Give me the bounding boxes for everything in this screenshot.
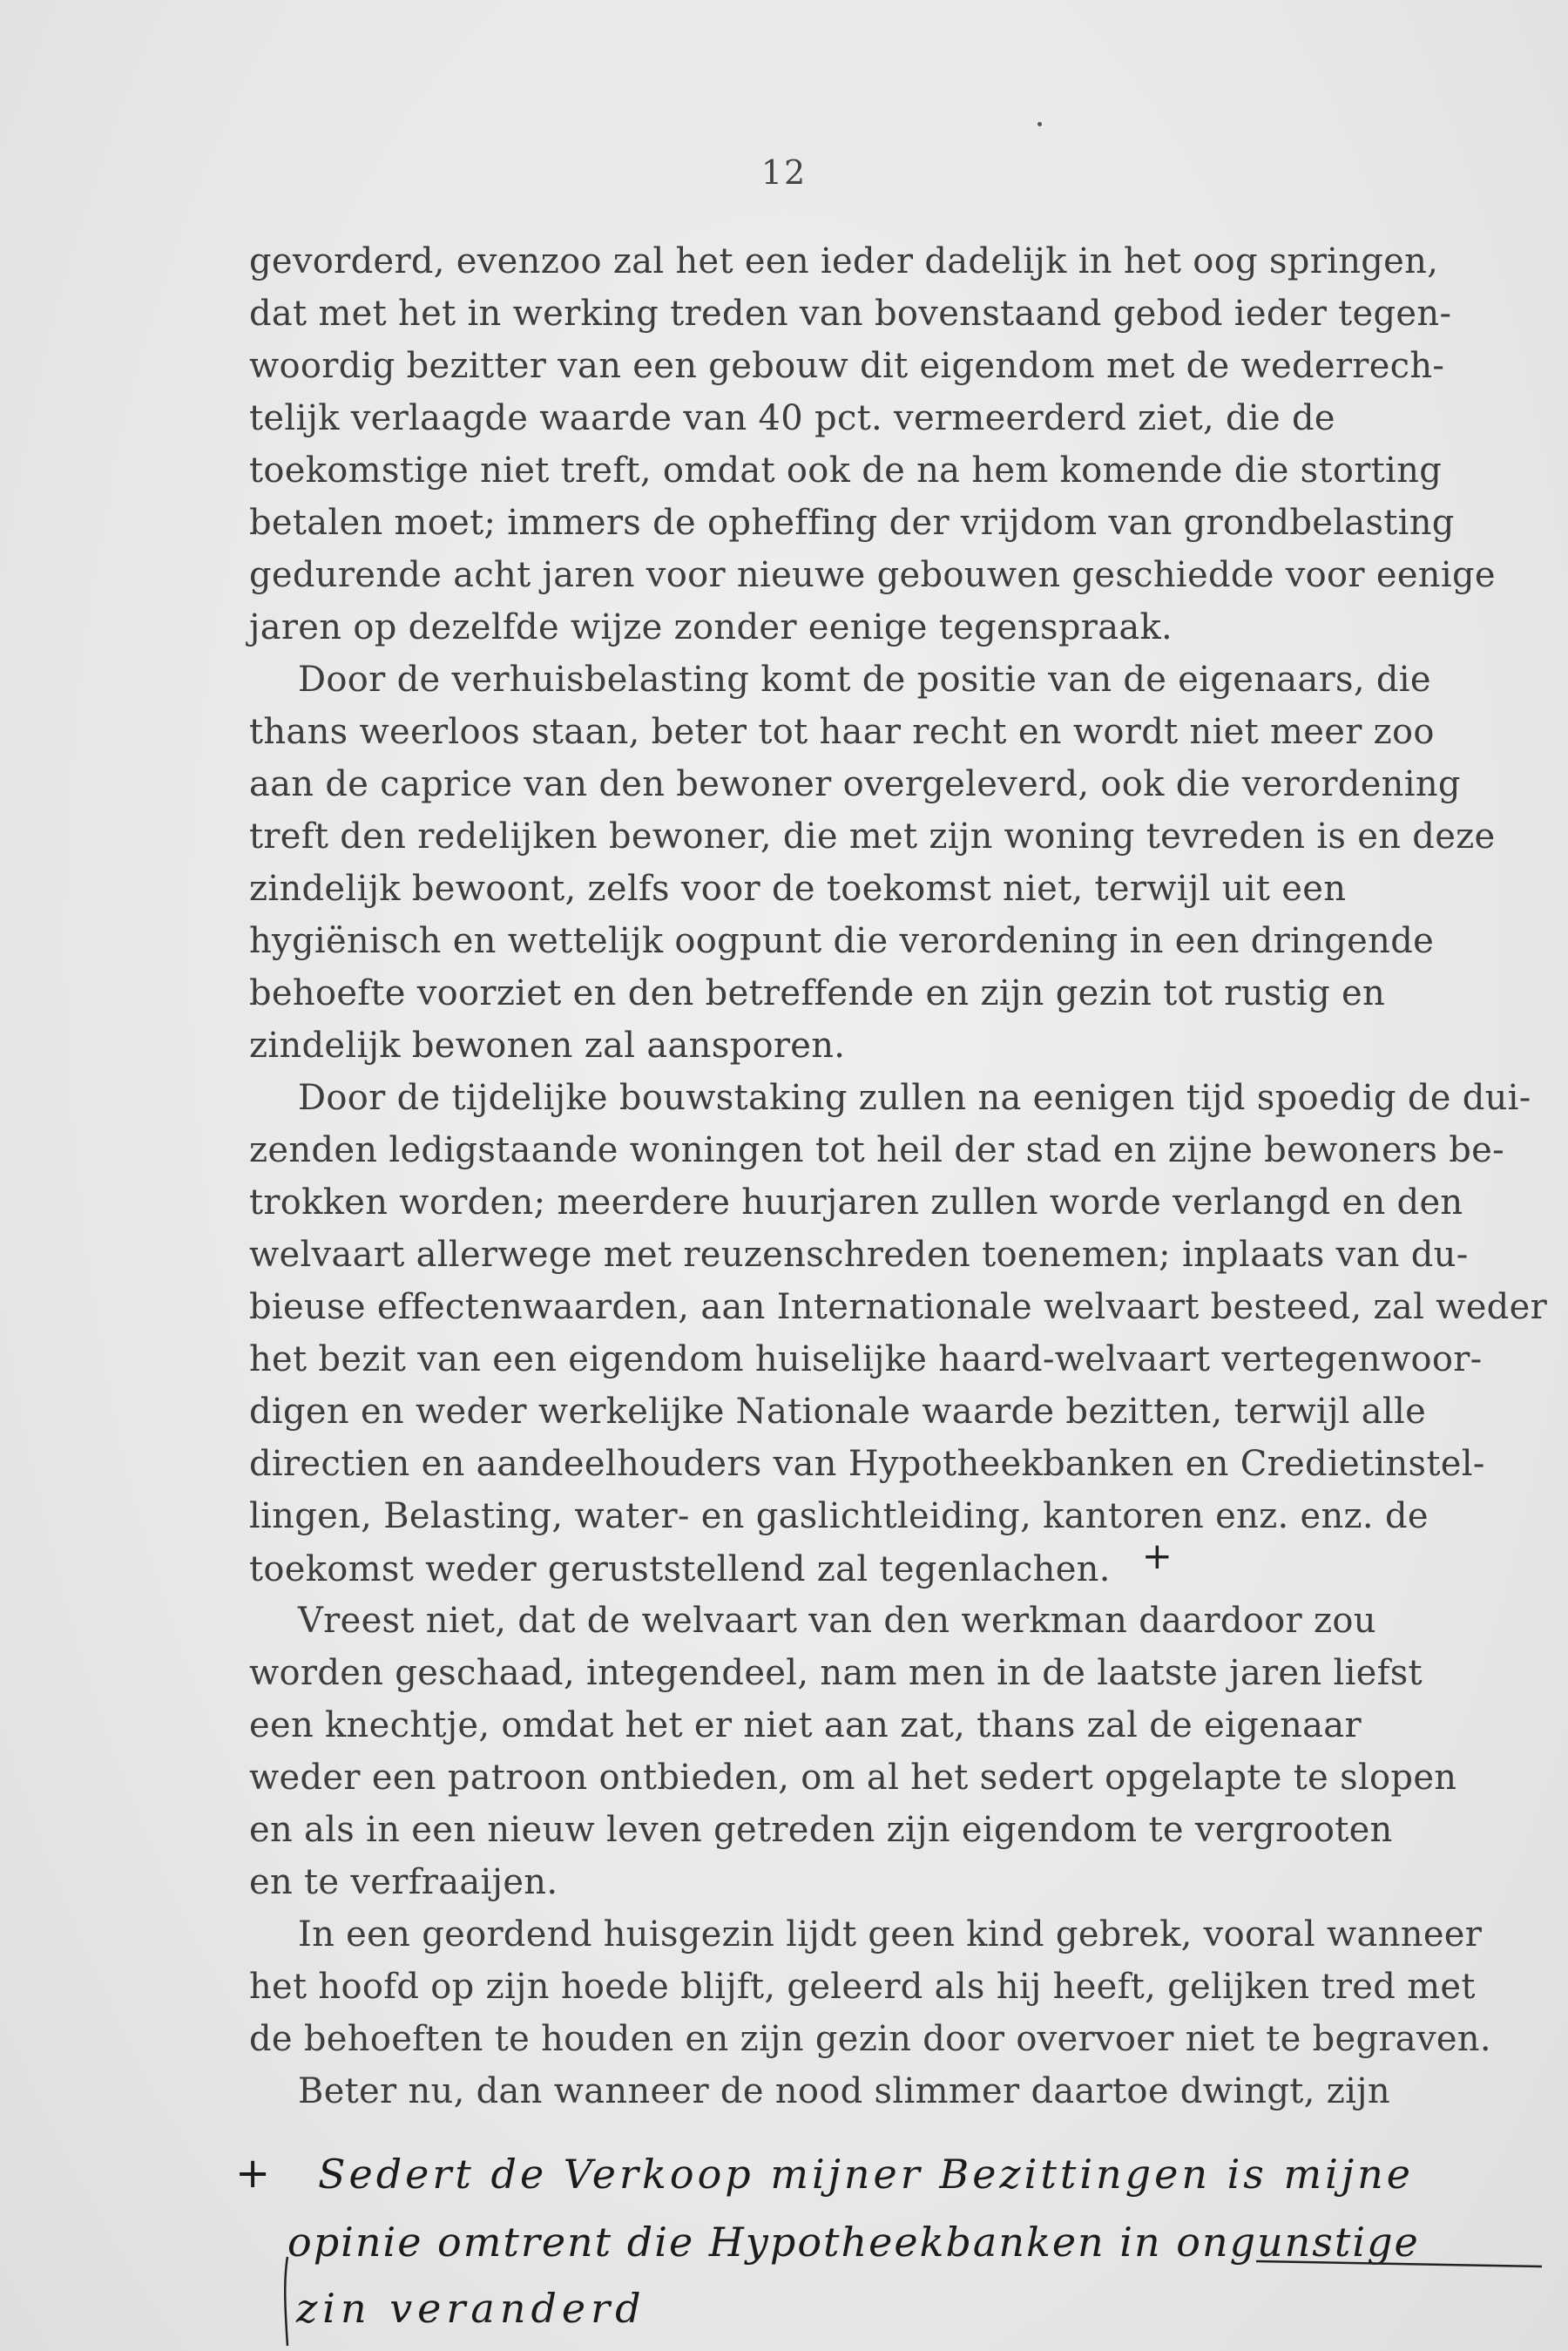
text-line: thans weerloos staan, beter tot haar recht en wordt niet meer zoo [249,712,1435,752]
text-line: jaren op dezelfde wijze zonder eenige tegenspraak. [249,607,1173,647]
text-line: betalen moet; immers de opheffing der vrijdom van grondbelasting [249,503,1455,543]
margin-cross-mark: + [1141,1535,1173,1577]
handwritten-annotation [235,2149,1551,2348]
text-line: een knechtje, omdat het er niet aan zat, thans zal de eigenaar [249,1705,1362,1745]
text-line: In een geordend huisgezin lijdt geen kind gebrek, vooral wanneer [298,1914,1483,1955]
text-line: zindelijk bewonen zal aansporen. [249,1026,846,1066]
text-line: treft den redelijken bewoner, die met zijn woning tevreden is en deze [249,816,1496,857]
handwritten-line-2: opinie omtrent die Hypotheekbanken in ongunstige [287,2219,1420,2266]
text-line: zindelijk bewoont, zelfs voor de toekomst niet, terwijl uit een [249,869,1347,909]
text-line: hygiënisch en wettelijk oogpunt die verordening in een dringende [249,921,1435,961]
text-line: woordig bezitter van een gebouw dit eigendom met de wederrech- [249,346,1445,386]
text-line: bieuse effectenwaarden, aan Internationale welvaart besteed, zal weder [249,1287,1547,1327]
page-number: 12 [760,153,808,192]
text-line: de behoeften te houden en zijn gezin door overvoer niet te begraven. [249,2019,1491,2059]
handwritten-line-1: Sedert de Verkoop mijner Bezittingen is mijne [318,2151,1414,2198]
text-line: toekomst weder geruststellend zal tegenlachen. + [249,1542,1416,1595]
body-text [249,235,1547,2117]
text-line: Door de verhuisbelasting komt de positie van de eigenaars, die [298,660,1431,700]
text-line: dat met het in werking treden van bovenstaand gebod ieder tegen- [249,294,1452,334]
text-line: toekomstige niet treft, omdat ook de na hem komende die storting [249,451,1443,491]
text-line: Door de tijdelijke bouwstaking zullen na eenigen tijd spoedig de dui- [298,1078,1531,1118]
text-line: aan de caprice van den bewoner overgeleverd, ook die verordening [249,764,1461,804]
text-line: gevorderd, evenzoo zal het een ieder dadelijk in het oog springen, [249,241,1439,281]
text-line: lingen, Belasting, water- en gaslichtleiding, kantoren enz. enz. de [249,1496,1429,1536]
handwritten-mark: + [235,2149,271,2198]
text-line: trokken worden; meerdere huurjaren zullen worde verlangd en den [249,1182,1463,1223]
text-line: welvaart allerwege met reuzenschreden toenemen; inplaats van du- [249,1235,1469,1275]
text-line: en te verfraaijen. [249,1862,558,1902]
text-line: telijk verlaagde waarde van 40 pct. vermeerderd ziet, die de [249,398,1335,438]
text-line: behoefte voorziet en den betreffende en zijn gezin tot rustig en [249,973,1386,1013]
handwritten-line-3: zin veranderd [296,2285,646,2332]
text-line: worden geschaad, integendeel, nam men in de laatste jaren liefst [249,1653,1423,1693]
text-line: gedurende acht jaren voor nieuwe gebouwen geschiedde voor eenige [249,555,1496,595]
text-line: Beter nu, dan wanneer de nood slimmer daartoe dwingt, zijn [298,2071,1390,2111]
handwritten-underline [235,2152,1551,2348]
text-line: en als in een nieuw leven getreden zijn eigendom te vergrooten [249,1810,1393,1850]
text-line: zenden ledigstaande woningen tot heil der stad en zijne bewoners be- [249,1130,1504,1170]
text-line: digen en weder werkelijke Nationale waarde bezitten, terwijl alle [249,1392,1427,1432]
text-line: Vreest niet, dat de welvaart van den werkman daardoor zou [298,1601,1376,1641]
text-line: directien en aandeelhouders van Hypotheekbanken en Credietinstel- [249,1444,1485,1484]
text-line: weder een patroon ontbieden, om al het sedert opgelapte te slopen [249,1758,1457,1798]
text-line: het bezit van een eigendom huiselijke haard-welvaart vertegenwoor- [249,1339,1483,1379]
speck-mark [1037,122,1042,126]
text-line: het hoofd op zijn hoede blijft, geleerd als hij heeft, gelijken tred met [249,1967,1476,2007]
